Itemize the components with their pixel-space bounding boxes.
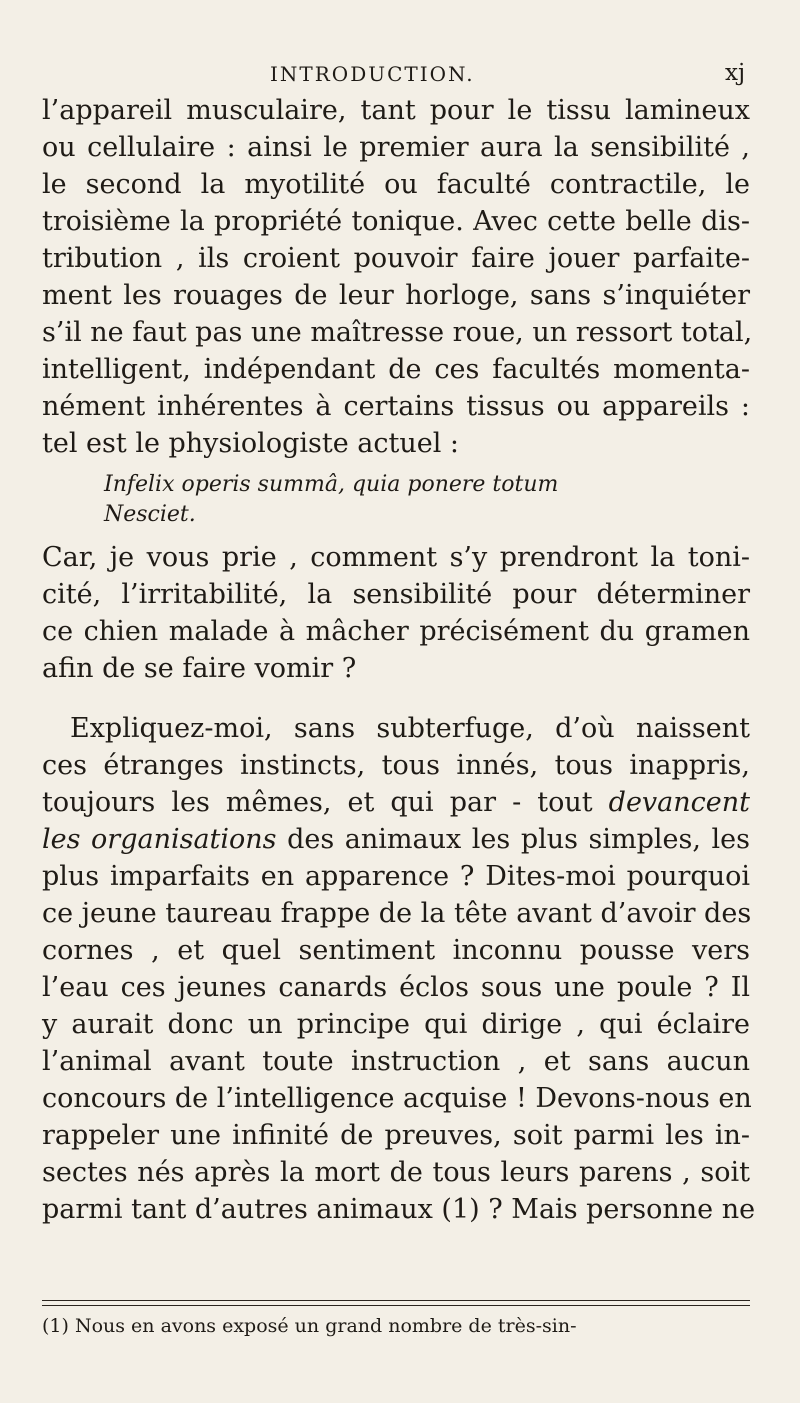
quote-line: Nesciet. <box>104 502 196 527</box>
text-line: cornes , et quel sentiment inconnu pousse vers <box>42 935 750 966</box>
text-line: troisième la propriété tonique. Avec cette belle dis- <box>42 206 750 237</box>
text-line: ou cellulaire : ainsi le premier aura la sensibilité , <box>42 132 750 163</box>
text-line: le second la myotilité ou faculté contractile, le <box>42 169 750 200</box>
text-line: cité, l’irritabilité, la sensibilité pour déterminer <box>42 579 750 610</box>
text-line: y aurait donc un principe qui dirige , qui éclaire <box>42 1009 750 1040</box>
text-line: l’appareil musculaire, tant pour le tissu lamineux <box>42 95 750 126</box>
text-line: nément inhérentes à certains tissus ou appareils : <box>42 391 750 422</box>
text-segment: toujours les mêmes, et qui par - tout <box>42 787 609 818</box>
text-line: tribution , ils croient pouvoir faire jouer parfaite- <box>42 243 750 274</box>
text-line: rappeler une infinité de preuves, soit parmi les in- <box>42 1120 750 1151</box>
text-line: concours de l’intelligence acquise ! Devons-nous en <box>42 1083 752 1114</box>
text-line: sectes nés après la mort de tous leurs parens , soit <box>42 1157 750 1188</box>
paragraph-2 <box>42 539 750 687</box>
quote-line: Infelix operis summâ, quia ponere totum <box>104 472 559 497</box>
main-text <box>42 92 756 1228</box>
latin-quotation <box>104 470 750 530</box>
text-segment: des animaux les plus simples, les <box>276 824 750 855</box>
text-line: intelligent, indépendant de ces facultés momenta- <box>42 354 750 385</box>
italic-emphasis: devancent <box>608 787 750 818</box>
text-line: tel est le physiologiste actuel : <box>42 428 460 459</box>
text-line: l’animal avant toute instruction , et sans aucun <box>42 1046 750 1077</box>
text-line <box>42 821 750 858</box>
text-line: ces étranges instincts, tous innés, tous inappris, <box>42 750 750 781</box>
text-line: Expliquez-moi, sans subterfuge, d’où naissent <box>70 713 750 744</box>
text-line <box>42 784 750 821</box>
text-line: parmi tant d’autres animaux (1) ? Mais personne ne <box>42 1194 756 1225</box>
running-title: INTRODUCTION. <box>270 62 475 86</box>
text-line: Car, je vous prie , comment s’y prendront la toni- <box>42 542 750 573</box>
text-line: afin de se faire vomir ? <box>42 653 357 684</box>
italic-emphasis: les organisations <box>42 824 277 855</box>
text-line: l’eau ces jeunes canards éclos sous une poule ? Il <box>42 972 750 1003</box>
footnote-rule <box>42 1300 750 1306</box>
footnote: (1) Nous en avons exposé un grand nombre de très-sin- <box>42 1315 577 1337</box>
text-line: plus imparfaits en apparence ? Dites-moi pourquoi <box>42 861 750 892</box>
running-head <box>0 58 800 90</box>
text-line: ce jeune taureau frappe de la tête avant d’avoir des <box>42 898 752 929</box>
paragraph-1 <box>42 92 753 462</box>
text-line: s’il ne faut pas une maîtresse roue, un ressort total, <box>42 317 753 348</box>
text-line: ment les rouages de leur horloge, sans s’inquiéter <box>42 280 750 311</box>
text-line: ce chien malade à mâcher précisément du gramen <box>42 616 750 647</box>
paragraph-3 <box>42 710 756 1228</box>
page-number: xj <box>725 60 746 86</box>
